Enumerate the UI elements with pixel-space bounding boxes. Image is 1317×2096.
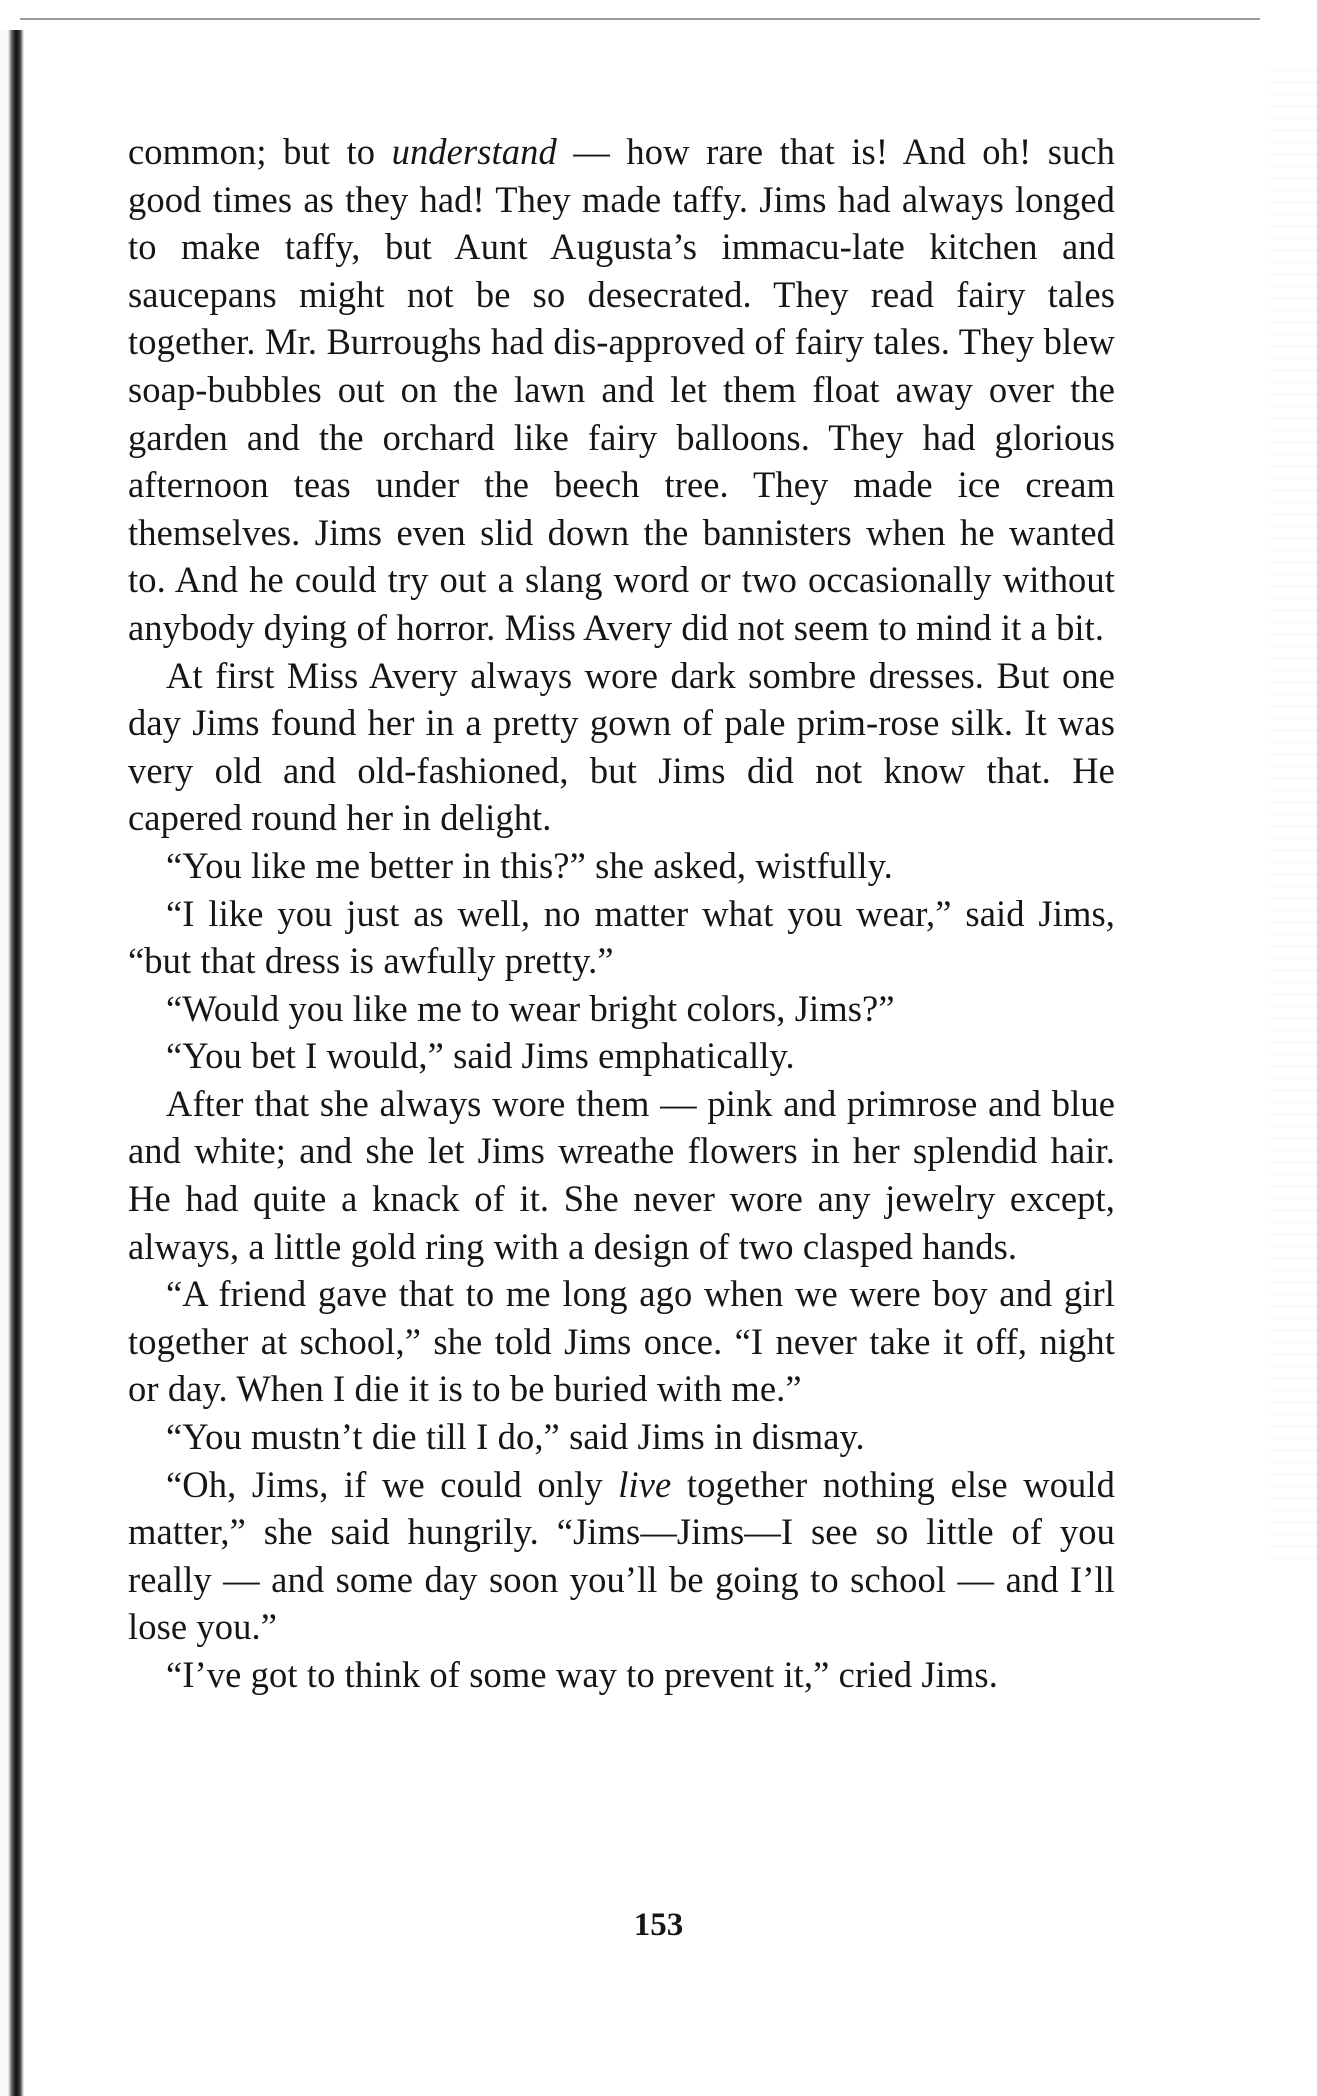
paragraph: [128, 1270, 1115, 1413]
paragraph: [128, 985, 1115, 1033]
page-number: 153: [633, 1907, 684, 1943]
paragraph: [128, 128, 1115, 652]
paragraph: [128, 1032, 1115, 1080]
text-run: “You mustn’t die till I do,” said Jims in dismay.: [166, 1416, 865, 1458]
text-run: “Oh, Jims, if we could only: [166, 1463, 619, 1505]
paragraph: [128, 1413, 1115, 1461]
page-edge-speckle: [1271, 60, 1317, 1560]
text-run: together nothing else would matter,” she said hungrily. “Jims—Jims—I see so little of you really — and some day soon you’ll be going to school — and I’ll lose you.”: [128, 1463, 1115, 1648]
paragraph: [128, 1461, 1115, 1651]
text-run: “I like you just as well, no matter what you wear,” said Jims, “but that dress is awfully pretty.”: [128, 892, 1115, 982]
italic-run: live: [618, 1463, 672, 1505]
text-run: “You bet I would,” said Jims emphatically.: [166, 1035, 795, 1077]
paragraph: [128, 1080, 1115, 1270]
text-run: “You like me better in this?” she asked, wistfully.: [166, 844, 893, 886]
paragraph: [128, 1651, 1115, 1699]
text-run: “Would you like me to wear bright colors, Jims?”: [166, 987, 895, 1029]
text-run: — how rare that is! And oh! such good times as they had! They made taffy. Jims had always longed to make taffy, but Aunt Augusta’s immacu-late kitchen and saucepans might not be so desecrated. They read fairy tales together. Mr. Burroughs had dis-approved of fairy tales. They blew soap-bubbles out on the lawn and let them float away over the garden and the orchard like fairy balloons. They had glorious afternoon teas under the beech tree. They made ice cream themselves. Jims even slid down the bannisters when he wanted to. And he could try out a slang word or two occasionally without anybody dying of horror. Miss Avery did not seem to mind it a bit.: [128, 131, 1115, 648]
paragraph: [128, 890, 1115, 985]
paragraph: [128, 842, 1115, 890]
text-run: common; but to: [128, 131, 392, 172]
text-run: At first Miss Avery always wore dark sombre dresses. But one day Jims found her in a pretty gown of pale prim-rose silk. It was very old and old-fashioned, but Jims did not know that. He capered round her in delight.: [128, 654, 1115, 839]
text-run: “A friend gave that to me long ago when we were boy and girl together at school,” she told Jims once. “I never take it off, night or day. When I die it is to be buried with me.”: [128, 1273, 1115, 1410]
book-spine-shadow: [0, 30, 24, 2096]
paragraph: [128, 652, 1115, 842]
body-text: [128, 128, 1115, 1699]
page-top-edge: [20, 18, 1260, 20]
text-run: After that she always wore them — pink and primrose and blue and white; and she let Jims wreathe flowers in her splendid hair. He had quite a knack of it. She never wore any jewelry except, always, a little gold ring with a design of two clasped hands.: [128, 1082, 1115, 1267]
text-run: “I’ve got to think of some way to prevent it,” cried Jims.: [166, 1654, 998, 1695]
italic-run: understand: [391, 131, 557, 172]
